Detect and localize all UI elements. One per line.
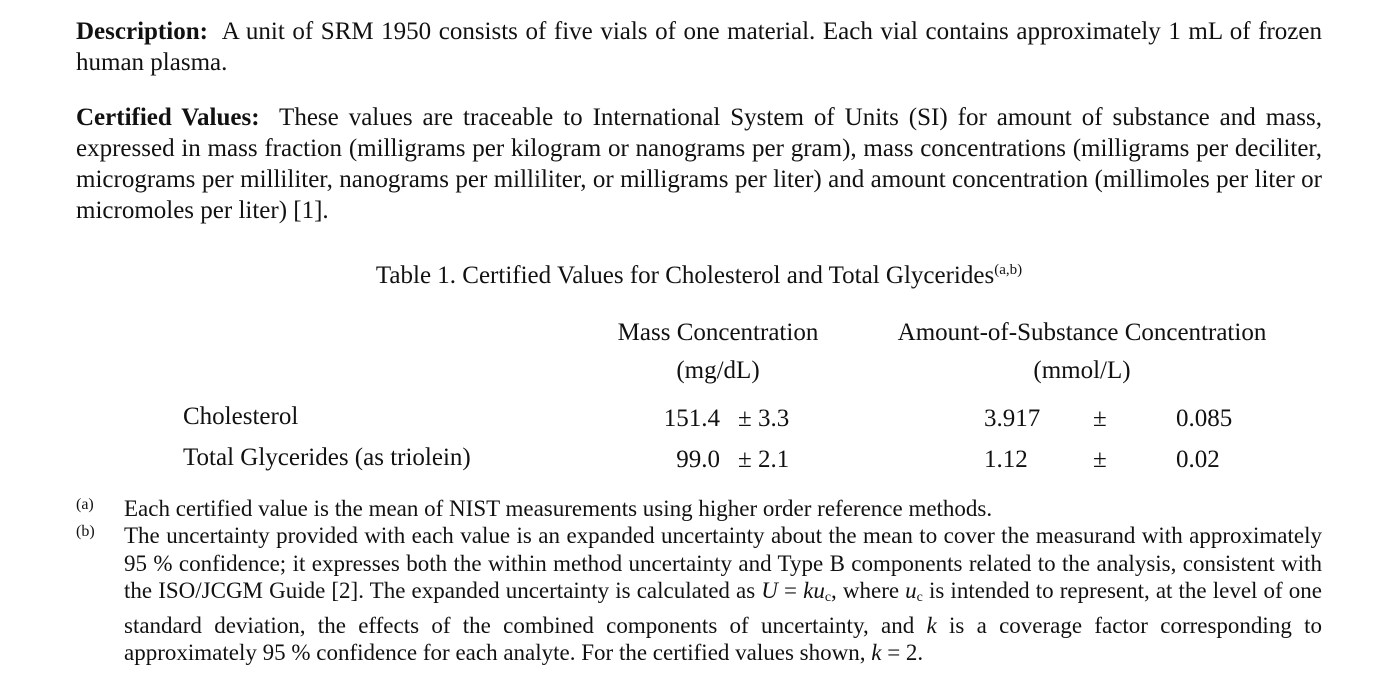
col-mass-header: Mass Concentration <box>617 319 819 346</box>
mass-uncertainty: ± 2.1 <box>738 446 790 473</box>
amount-value: 1.12 <box>984 446 1028 473</box>
mass-uncertainty: ± 3.3 <box>738 405 790 432</box>
mass-value: 99.0 <box>676 446 720 473</box>
col-mass-unit: (mg/dL) <box>676 357 760 384</box>
col-amount-header: Amount-of-Substance Concentration <box>897 319 1267 346</box>
footnote-b-text: The uncertainty provided with each value is an expanded uncertainty about the mean to cover the measurand with approximately 95 % confidence; it expresses both the within method uncertainty and Type B components related to the analysis, consistent with the ISO/JCGM Guide [2]. The expanded uncertainty is calculated as $U = ku_c$, where $u_c$ is intended to represent, at the level of one standard deviation, the effects of the combined components of uncertainty, and k is a coverage factor corresponding to approximately 95 % confidence for each analyte. For the certified values shown, k = 2. <box>124 523 1322 665</box>
amount-uncertainty: 0.02 <box>1176 446 1220 473</box>
amount-uncertainty: 0.085 <box>1176 405 1233 432</box>
certified-values-label: Certified Values: <box>76 104 260 131</box>
footnote-a-marker: (a) <box>76 496 94 513</box>
certified-values-text: These values are traceable to International System of Units (SI) for amount of substance and mass, expressed in mass fraction (milligrams per kilogram or nanograms per gram), mass concentrations (milligrams per deciliter, micrograms per milliliter, nanograms per milliliter, or milligrams per liter) and amount concentration (millimoles per liter or micromoles per liter) [1]. <box>76 104 1322 224</box>
certified-values-paragraph <box>76 102 1322 226</box>
row-name: Cholesterol <box>183 403 299 430</box>
footnote-a-text: Each certified value is the mean of NIST measurements using higher order reference methods. <box>124 496 993 521</box>
table-caption-superscript: (a,b) <box>994 262 1023 278</box>
row-name: Total Glycerides (as triolein) <box>183 444 471 471</box>
amount-value: 3.917 <box>984 405 1041 432</box>
col-amount-unit: (mmol/L) <box>1033 357 1131 384</box>
plus-minus-sign: ± <box>1093 446 1107 473</box>
footnote-b-marker: (b) <box>76 523 95 540</box>
table-caption <box>76 255 1322 291</box>
plus-minus-sign: ± <box>1093 405 1107 432</box>
description-text: A unit of SRM 1950 consists of five vials of one material. Each vial contains approximately 1 mL of frozen human plasma. <box>76 18 1322 76</box>
description-label: Description: <box>76 18 208 45</box>
mass-value: 151.4 <box>663 405 720 432</box>
table-caption-text: Table 1. Certified Values for Cholesterol and Total Glycerides <box>375 262 995 289</box>
description-paragraph <box>76 16 1322 78</box>
